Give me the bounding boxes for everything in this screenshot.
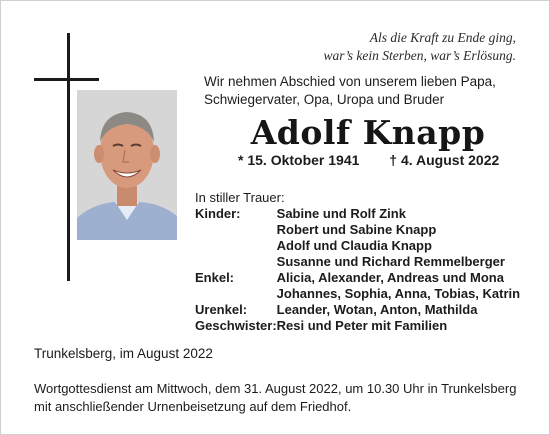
life-dates	[238, 152, 499, 168]
mourners-section	[195, 190, 520, 334]
intro-line: Wir nehmen Abschied von unserem lieben Papa,	[204, 74, 496, 89]
cross-vertical-bar	[67, 33, 70, 281]
quote-line: Als die Kraft zu Ende ging,	[369, 30, 516, 45]
mourner-name: Johannes, Sophia, Anna, Tobias, Katrin	[276, 286, 521, 301]
service-info	[34, 380, 516, 416]
place-and-date: Trunkelsberg, im August 2022	[34, 346, 213, 361]
memorial-quote	[323, 29, 516, 65]
mourner-name: Leander, Wotan, Anton, Mathilda	[276, 302, 478, 317]
service-line: Wortgottesdienst am Mittwoch, dem 31. August 2022, um 10.30 Uhr in Trunkelsberg	[34, 381, 517, 396]
mourner-name: Resi und Peter mit Familien	[276, 318, 448, 333]
mourner-names	[277, 206, 520, 270]
mourner-name: Robert und Sabine Knapp	[276, 222, 437, 237]
birth-date: * 15. Oktober 1941	[238, 152, 360, 168]
mourner-names	[277, 318, 520, 334]
group-label-geschwister: Geschwister:	[195, 318, 277, 333]
intro-line: Schwiegervater, Opa, Uropa und Bruder	[204, 92, 445, 107]
service-line: mit anschließender Urnenbeisetzung auf dem Friedhof.	[34, 399, 352, 414]
mourner-names	[277, 270, 520, 302]
mourner-name: Adolf und Claudia Knapp	[276, 238, 432, 253]
mourner-names	[277, 302, 520, 318]
table-row	[195, 302, 520, 318]
mourner-name: Susanne und Richard Remmelberger	[276, 254, 505, 269]
table-row	[195, 318, 520, 334]
table-row	[195, 270, 520, 302]
group-label-kinder: Kinder:	[195, 206, 241, 221]
mourners-table	[195, 206, 520, 334]
quote-line: war’s kein Sterben, war’s Erlösung.	[323, 48, 516, 63]
mourner-name: Alicia, Alexander, Andreas und Mona	[276, 270, 504, 285]
death-date: † 4. August 2022	[389, 152, 500, 168]
intro-text	[204, 73, 496, 109]
group-label-enkel: Enkel:	[195, 270, 235, 285]
mourner-name: Sabine und Rolf Zink	[276, 206, 406, 221]
mourners-heading: In stiller Trauer:	[195, 190, 285, 205]
table-row	[195, 206, 520, 270]
deceased-name: Adolf Knapp	[250, 113, 486, 152]
cross-horizontal-bar	[34, 78, 99, 81]
group-label-urenkel: Urenkel:	[195, 302, 248, 317]
